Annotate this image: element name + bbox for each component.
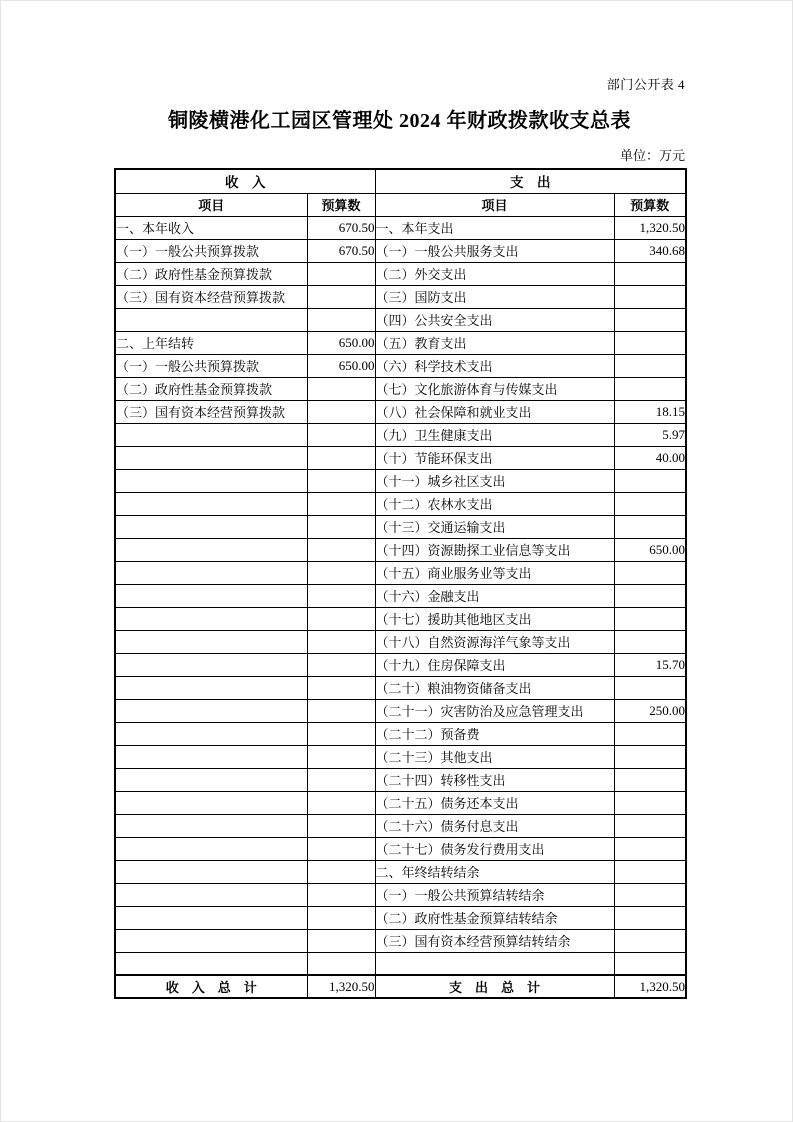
income-item-cell <box>115 745 307 768</box>
income-item-cell <box>115 515 307 538</box>
income-item-cell <box>115 768 307 791</box>
income-value-cell <box>307 308 375 331</box>
income-item-cell <box>115 308 307 331</box>
table-row <box>115 400 686 423</box>
income-item-cell: （三）国有资本经营预算拨款 <box>115 285 307 308</box>
section-header-row <box>115 169 686 193</box>
table-row <box>115 239 686 262</box>
expense-item-cell: （二十四）转移性支出 <box>375 768 614 791</box>
income-value-cell <box>307 722 375 745</box>
income-item-cell <box>115 791 307 814</box>
expense-item-cell: （十七）援助其他地区支出 <box>375 607 614 630</box>
income-value-cell <box>307 607 375 630</box>
expense-value-cell <box>614 837 686 860</box>
income-value-cell <box>307 515 375 538</box>
income-value-cell <box>307 423 375 446</box>
expense-item-cell: （八）社会保障和就业支出 <box>375 400 614 423</box>
income-budget-column-header: 预算数 <box>307 193 375 216</box>
expense-item-cell: （三）国防支出 <box>375 285 614 308</box>
expense-item-cell: （二）政府性基金预算结转结余 <box>375 906 614 929</box>
income-value-cell <box>307 952 375 975</box>
table-row <box>115 791 686 814</box>
table-row <box>115 538 686 561</box>
table-row <box>115 515 686 538</box>
budget-table <box>114 168 687 999</box>
expense-item-cell: （十三）交通运输支出 <box>375 515 614 538</box>
income-item-cell <box>115 653 307 676</box>
income-value-cell <box>307 768 375 791</box>
income-item-cell: （一）一般公共预算拨款 <box>115 239 307 262</box>
table-row <box>115 768 686 791</box>
expense-item-cell: 二、年终结转结余 <box>375 860 614 883</box>
table-row <box>115 676 686 699</box>
table-row <box>115 722 686 745</box>
expense-total-value: 1,320.50 <box>614 975 686 998</box>
income-item-cell <box>115 883 307 906</box>
expense-item-cell: （四）公共安全支出 <box>375 308 614 331</box>
expense-item-column-header: 项目 <box>375 193 614 216</box>
table-row <box>115 285 686 308</box>
table-row <box>115 952 686 975</box>
income-value-cell: 670.50 <box>307 239 375 262</box>
income-value-cell <box>307 929 375 952</box>
income-item-cell <box>115 814 307 837</box>
expense-value-cell <box>614 791 686 814</box>
income-item-cell <box>115 952 307 975</box>
income-value-cell <box>307 814 375 837</box>
expense-item-cell: （十）节能环保支出 <box>375 446 614 469</box>
income-item-cell <box>115 584 307 607</box>
expense-value-cell <box>614 377 686 400</box>
expense-value-cell: 340.68 <box>614 239 686 262</box>
column-header-row <box>115 193 686 216</box>
expense-item-cell <box>375 952 614 975</box>
expense-value-cell: 18.15 <box>614 400 686 423</box>
income-value-cell <box>307 400 375 423</box>
income-item-cell <box>115 423 307 446</box>
expense-section-header: 支 出 <box>375 169 686 193</box>
income-total-value: 1,320.50 <box>307 975 375 998</box>
table-row <box>115 492 686 515</box>
expense-item-cell: （二十七）债务发行费用支出 <box>375 837 614 860</box>
income-item-cell: 一、本年收入 <box>115 216 307 239</box>
income-item-cell <box>115 630 307 653</box>
income-item-cell <box>115 538 307 561</box>
expense-value-cell <box>614 515 686 538</box>
income-value-cell <box>307 630 375 653</box>
expense-item-cell: （一）一般公共服务支出 <box>375 239 614 262</box>
income-value-cell <box>307 745 375 768</box>
income-item-cell: 二、上年结转 <box>115 331 307 354</box>
income-value-cell <box>307 791 375 814</box>
expense-item-cell: （一）一般公共预算结转结余 <box>375 883 614 906</box>
income-value-cell <box>307 469 375 492</box>
income-item-cell: （二）政府性基金预算拨款 <box>115 377 307 400</box>
expense-value-cell <box>614 331 686 354</box>
table-row <box>115 584 686 607</box>
expense-value-cell <box>614 469 686 492</box>
table-row <box>115 308 686 331</box>
page-content <box>114 1 685 999</box>
expense-item-cell: （二十五）债务还本支出 <box>375 791 614 814</box>
income-value-cell <box>307 492 375 515</box>
expense-item-cell: （五）教育支出 <box>375 331 614 354</box>
expense-item-cell: 一、本年支出 <box>375 216 614 239</box>
expense-value-cell <box>614 630 686 653</box>
expense-value-cell <box>614 952 686 975</box>
income-value-cell <box>307 377 375 400</box>
income-value-cell <box>307 538 375 561</box>
income-value-cell <box>307 653 375 676</box>
expense-value-cell <box>614 492 686 515</box>
expense-value-cell <box>614 745 686 768</box>
expense-item-cell: （二十二）预备费 <box>375 722 614 745</box>
expense-total-label: 支 出 总 计 <box>375 975 614 998</box>
income-value-cell <box>307 285 375 308</box>
table-row <box>115 216 686 239</box>
expense-value-cell <box>614 584 686 607</box>
expense-value-cell <box>614 285 686 308</box>
expense-value-cell <box>614 883 686 906</box>
income-value-cell <box>307 860 375 883</box>
income-item-cell <box>115 722 307 745</box>
income-item-cell <box>115 929 307 952</box>
expense-value-cell: 15.70 <box>614 653 686 676</box>
table-row <box>115 745 686 768</box>
income-item-cell: （三）国有资本经营预算拨款 <box>115 400 307 423</box>
income-item-cell <box>115 469 307 492</box>
table-footer <box>115 975 686 998</box>
expense-value-cell <box>614 768 686 791</box>
income-item-column-header: 项目 <box>115 193 307 216</box>
income-value-cell <box>307 584 375 607</box>
table-row <box>115 561 686 584</box>
income-value-cell: 650.00 <box>307 354 375 377</box>
income-total-label: 收 入 总 计 <box>115 975 307 998</box>
income-value-cell: 650.00 <box>307 331 375 354</box>
expense-item-cell: （十六）金融支出 <box>375 584 614 607</box>
expense-value-cell <box>614 860 686 883</box>
expense-item-cell: （二十）粮油物资储备支出 <box>375 676 614 699</box>
income-value-cell <box>307 446 375 469</box>
expense-item-cell: （九）卫生健康支出 <box>375 423 614 446</box>
expense-item-cell: （二）外交支出 <box>375 262 614 285</box>
corner-table-label: 部门公开表 4 <box>606 77 685 92</box>
table-row <box>115 423 686 446</box>
table-row <box>115 262 686 285</box>
income-item-cell <box>115 561 307 584</box>
income-item-cell <box>115 906 307 929</box>
expense-value-cell: 5.97 <box>614 423 686 446</box>
expense-value-cell <box>614 906 686 929</box>
table-row <box>115 653 686 676</box>
expense-value-cell: 40.00 <box>614 446 686 469</box>
expense-item-cell: （二十一）灾害防治及应急管理支出 <box>375 699 614 722</box>
table-row <box>115 814 686 837</box>
expense-item-cell: （十四）资源勘探工业信息等支出 <box>375 538 614 561</box>
income-value-cell <box>307 262 375 285</box>
expense-item-cell: （三）国有资本经营预算结转结余 <box>375 929 614 952</box>
expense-value-cell <box>614 814 686 837</box>
expense-value-cell: 650.00 <box>614 538 686 561</box>
expense-value-cell: 250.00 <box>614 699 686 722</box>
income-item-cell <box>115 492 307 515</box>
income-item-cell <box>115 699 307 722</box>
expense-value-cell <box>614 561 686 584</box>
table-body <box>115 169 686 975</box>
table-row <box>115 469 686 492</box>
expense-item-cell: （二十三）其他支出 <box>375 745 614 768</box>
expense-item-cell: （十五）商业服务业等支出 <box>375 561 614 584</box>
expense-value-cell <box>614 354 686 377</box>
income-value-cell <box>307 837 375 860</box>
expense-value-cell <box>614 262 686 285</box>
income-item-cell <box>115 446 307 469</box>
table-row <box>115 906 686 929</box>
total-row <box>115 975 686 998</box>
table-row <box>115 837 686 860</box>
income-value-cell: 670.50 <box>307 216 375 239</box>
expense-item-cell: （十一）城乡社区支出 <box>375 469 614 492</box>
expense-value-cell <box>614 607 686 630</box>
expense-item-cell: （十二）农林水支出 <box>375 492 614 515</box>
income-item-cell <box>115 837 307 860</box>
unit-label: 单位：万元 <box>619 148 685 163</box>
table-row <box>115 699 686 722</box>
expense-value-cell: 1,320.50 <box>614 216 686 239</box>
page-title: 铜陵横港化工园区管理处 2024 年财政拨款收支总表 <box>168 110 631 132</box>
income-value-cell <box>307 561 375 584</box>
table-row <box>115 331 686 354</box>
table-row <box>115 630 686 653</box>
income-item-cell <box>115 676 307 699</box>
income-item-cell <box>115 860 307 883</box>
expense-value-cell <box>614 722 686 745</box>
income-item-cell <box>115 607 307 630</box>
table-row <box>115 607 686 630</box>
table-row <box>115 860 686 883</box>
income-value-cell <box>307 676 375 699</box>
income-section-header: 收 入 <box>115 169 375 193</box>
income-value-cell <box>307 699 375 722</box>
expense-item-cell: （二十六）债务付息支出 <box>375 814 614 837</box>
expense-value-cell <box>614 929 686 952</box>
income-value-cell <box>307 906 375 929</box>
expense-value-cell <box>614 308 686 331</box>
table-row <box>115 883 686 906</box>
income-item-cell: （二）政府性基金预算拨款 <box>115 262 307 285</box>
table-row <box>115 446 686 469</box>
income-item-cell: （一）一般公共预算拨款 <box>115 354 307 377</box>
expense-budget-column-header: 预算数 <box>614 193 686 216</box>
expense-item-cell: （六）科学技术支出 <box>375 354 614 377</box>
table-row <box>115 377 686 400</box>
table-row <box>115 929 686 952</box>
expense-item-cell: （十八）自然资源海洋气象等支出 <box>375 630 614 653</box>
expense-item-cell: （七）文化旅游体育与传媒支出 <box>375 377 614 400</box>
table-row <box>115 354 686 377</box>
expense-item-cell: （十九）住房保障支出 <box>375 653 614 676</box>
income-value-cell <box>307 883 375 906</box>
expense-value-cell <box>614 676 686 699</box>
